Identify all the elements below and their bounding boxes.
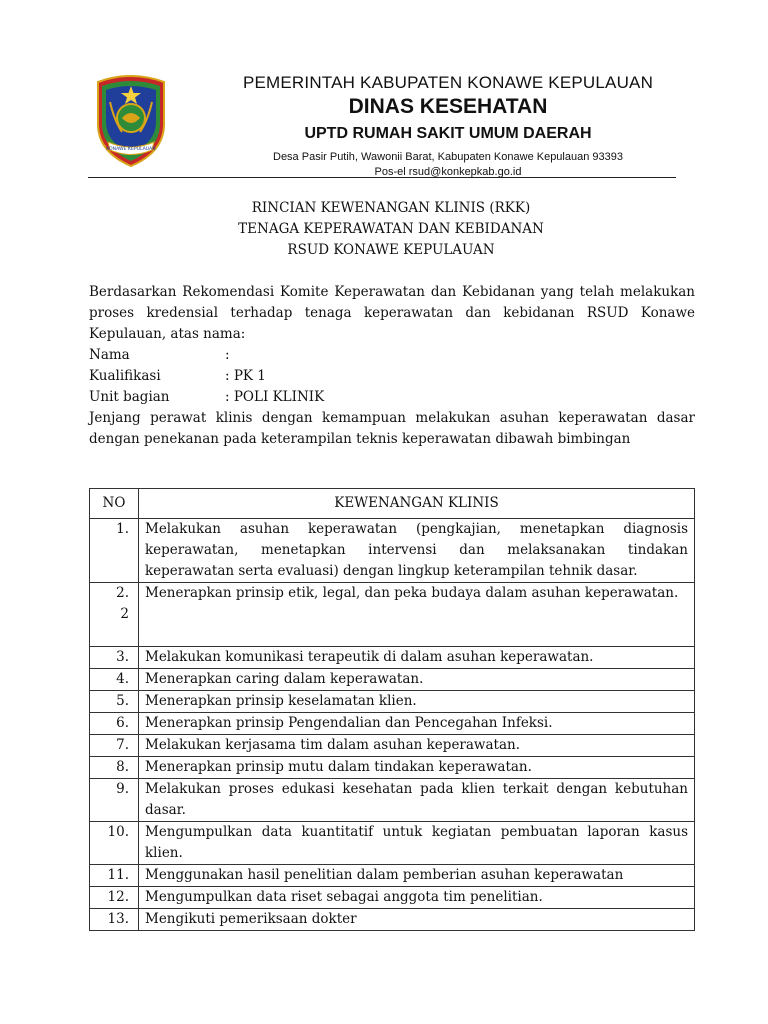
description-paragraph: Jenjang perawat klinis dengan kemampuan melakukan asuhan keperawatan dasar dengan penekanan pada keterampilan teknis keperawatan dibawah bimbingan [89, 410, 695, 447]
row-number: 1. [90, 519, 139, 583]
field-value: : [225, 347, 230, 363]
field-row [89, 387, 695, 408]
field-label: Kualifikasi [89, 368, 161, 384]
table-row [90, 669, 695, 691]
row-authority-text: Mengikuti pemeriksaan dokter [139, 909, 695, 931]
table-header-row [90, 489, 695, 519]
document-body [89, 282, 695, 450]
agency-name: DINAS KESEHATAN [348, 95, 548, 118]
row-authority-text: Melakukan komunikasi terapeutik di dalam asuhan keperawatan. [139, 647, 695, 669]
column-header-authority: KEWENANGAN KLINIS [139, 489, 695, 519]
field-row [89, 366, 695, 387]
table-row [90, 583, 695, 647]
table-row [90, 779, 695, 822]
address: Desa Pasir Putih, Wawonii Barat, Kabupaten Konawe Kepulauan 93393 [273, 151, 623, 163]
regency-emblem-logo [92, 72, 170, 168]
email: Pos-el rsud@konkepkab.go.id [374, 166, 522, 178]
table-row [90, 887, 695, 909]
table-row [90, 647, 695, 669]
row-authority-text: Menerapkan prinsip Pengendalian dan Pencegahan Infeksi. [139, 713, 695, 735]
intro-paragraph: Berdasarkan Rekomendasi Komite Keperawatan dan Kebidanan yang telah melakukan proses kredensial terhadap tenaga keperawatan dan kebidanan RSUD Konawe Kepulauan, atas nama: [89, 284, 695, 342]
row-number: 12. [90, 887, 139, 909]
row-number: 2. 2 [90, 583, 139, 647]
table-row [90, 713, 695, 735]
letterhead [200, 72, 696, 180]
unit-name: UPTD RUMAH SAKIT UMUM DAERAH [304, 125, 592, 142]
row-authority-text: Melakukan kerjasama tim dalam asuhan keperawatan. [139, 735, 695, 757]
title-line-2: TENAGA KEPERAWATAN DAN KEBIDANAN [238, 221, 544, 237]
table-row [90, 909, 695, 931]
field-label: Nama [89, 347, 130, 363]
field-value: : POLI KLINIK [225, 389, 325, 405]
clinical-authority-table [89, 488, 695, 931]
row-authority-text: Mengumpulkan data kuantitatif untuk kegiatan pembuatan laporan kasus klien. [139, 822, 695, 865]
table-row [90, 757, 695, 779]
row-number: 8. [90, 757, 139, 779]
row-number: 6. [90, 713, 139, 735]
row-number: 5. [90, 691, 139, 713]
row-number: 3. [90, 647, 139, 669]
row-authority-text: Mengumpulkan data riset sebagai anggota tim penelitian. [139, 887, 695, 909]
field-value: : PK 1 [225, 368, 266, 384]
document-title [88, 198, 694, 261]
svg-text:KONAWE KEPULAUAN: KONAWE KEPULAUAN [106, 147, 156, 152]
row-authority-text: Menerapkan prinsip etik, legal, dan peka budaya dalam asuhan keperawatan. [139, 583, 695, 647]
field-row [89, 345, 695, 366]
row-authority-text: Menerapkan caring dalam keperawatan. [139, 669, 695, 691]
title-line-3: RSUD KONAWE KEPULAUAN [287, 242, 495, 258]
table-row [90, 735, 695, 757]
table-row [90, 691, 695, 713]
row-number: 13. [90, 909, 139, 931]
column-header-no: NO [90, 489, 139, 519]
letterhead-divider [88, 177, 676, 178]
table-row [90, 865, 695, 887]
row-number: 11. [90, 865, 139, 887]
row-number: 9. [90, 779, 139, 822]
field-label: Unit bagian [89, 389, 170, 405]
table-row [90, 822, 695, 865]
row-number: 7. [90, 735, 139, 757]
row-authority-text: Melakukan asuhan keperawatan (pengkajian, menetapkan diagnosis keperawatan, menetapkan intervensi dan melaksanakan tindakan keperawatan serta evaluasi) dengan lingkup keterampilan tehnik dasar. [139, 519, 695, 583]
row-number: 4. [90, 669, 139, 691]
row-authority-text: Melakukan proses edukasi kesehatan pada klien terkait dengan kebutuhan dasar. [139, 779, 695, 822]
government-name: PEMERINTAH KABUPATEN KONAWE KEPULAUAN [242, 73, 654, 92]
row-authority-text: Menggunakan hasil penelitian dalam pemberian asuhan keperawatan [139, 865, 695, 887]
row-authority-text: Menerapkan prinsip keselamatan klien. [139, 691, 695, 713]
table-row [90, 519, 695, 583]
row-number: 10. [90, 822, 139, 865]
title-line-1: RINCIAN KEWENANGAN KLINIS (RKK) [251, 200, 531, 216]
row-authority-text: Menerapkan prinsip mutu dalam tindakan keperawatan. [139, 757, 695, 779]
table-body [90, 519, 695, 931]
